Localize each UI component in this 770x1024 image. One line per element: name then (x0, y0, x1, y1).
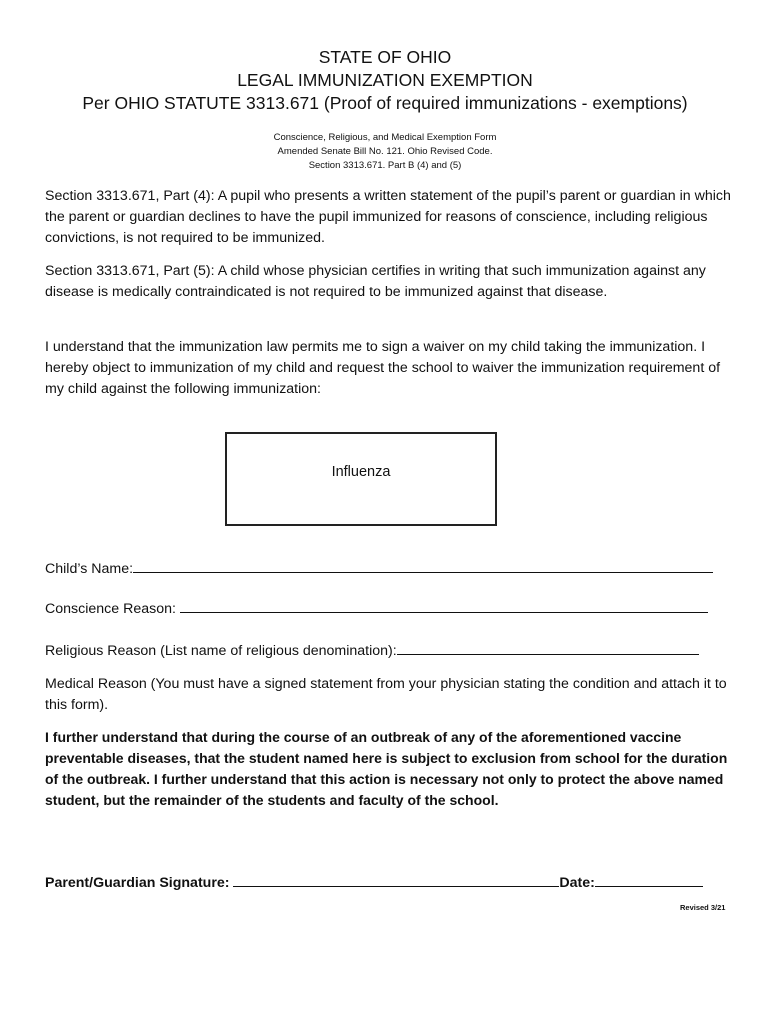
religious-reason-line[interactable] (397, 640, 699, 655)
section-part-5-paragraph: Section 3313.671, Part (5): A child whose physician certifies in writing that such immunization against any disease is medically contraindicated is not required to be immunized against that disease. (45, 263, 706, 300)
state-title: STATE OF OHIO (318, 47, 452, 67)
signature-label: Parent/Guardian Signature: (45, 875, 234, 891)
date-label: Date: (559, 875, 595, 891)
subheader-line-1: Conscience, Religious, and Medical Exemption Form (273, 132, 497, 143)
immunization-box[interactable] (225, 432, 497, 526)
religious-reason-field[interactable] (45, 640, 699, 660)
statute-title: Per OHIO STATUTE 3313.671 (Proof of required immunizations - exemptions) (82, 93, 688, 113)
signature-line[interactable] (233, 872, 559, 887)
medical-reason-text: Medical Reason (You must have a signed statement from your physician stating the condition and attach it to this form). (45, 676, 727, 713)
form-subheader (0, 131, 770, 173)
exemption-title: LEGAL IMMUNIZATION EXEMPTION (237, 70, 533, 90)
form-header (0, 46, 770, 115)
section-part-4-paragraph: Section 3313.671, Part (4): A pupil who presents a written statement of the pupil’s parent or guardian in which the parent or guardian declines to have the pupil immunized for reasons of conscience, including religious convictions, is not required to be immunized. (45, 188, 731, 246)
subheader-line-3: Section 3313.671. Part B (4) and (5) (308, 160, 462, 171)
signature-row[interactable] (45, 872, 703, 892)
conscience-reason-field[interactable] (45, 598, 708, 618)
subheader-line-2: Amended Senate Bill No. 121. Ohio Revised Code. (277, 146, 493, 157)
conscience-reason-line[interactable] (180, 598, 708, 613)
outbreak-notice: I further understand that during the course of an outbreak of any of the aforementioned vaccine preventable diseases, that the student named here is subject to exclusion from school for the duration of the outbreak. I further understand that this action is necessary not only to protect the above named student, but the remainder of the students and faculty of the school. (45, 729, 728, 808)
immunization-value: Influenza (331, 464, 391, 480)
religious-reason-label: Religious Reason (List name of religious denomination): (45, 643, 397, 659)
child-name-label: Child’s Name: (45, 561, 134, 577)
child-name-line[interactable] (133, 558, 713, 573)
conscience-reason-label: Conscience Reason: (45, 601, 180, 617)
revised-date: Revised 3/21 (680, 903, 726, 912)
date-line[interactable] (595, 872, 703, 887)
waiver-request-paragraph: I understand that the immunization law permits me to sign a waiver on my child taking the immunization. I hereby object to immunization of my child and request the school to waiver the immunization requirement of my child against the following immunization: (45, 339, 721, 397)
child-name-field[interactable] (45, 558, 713, 578)
